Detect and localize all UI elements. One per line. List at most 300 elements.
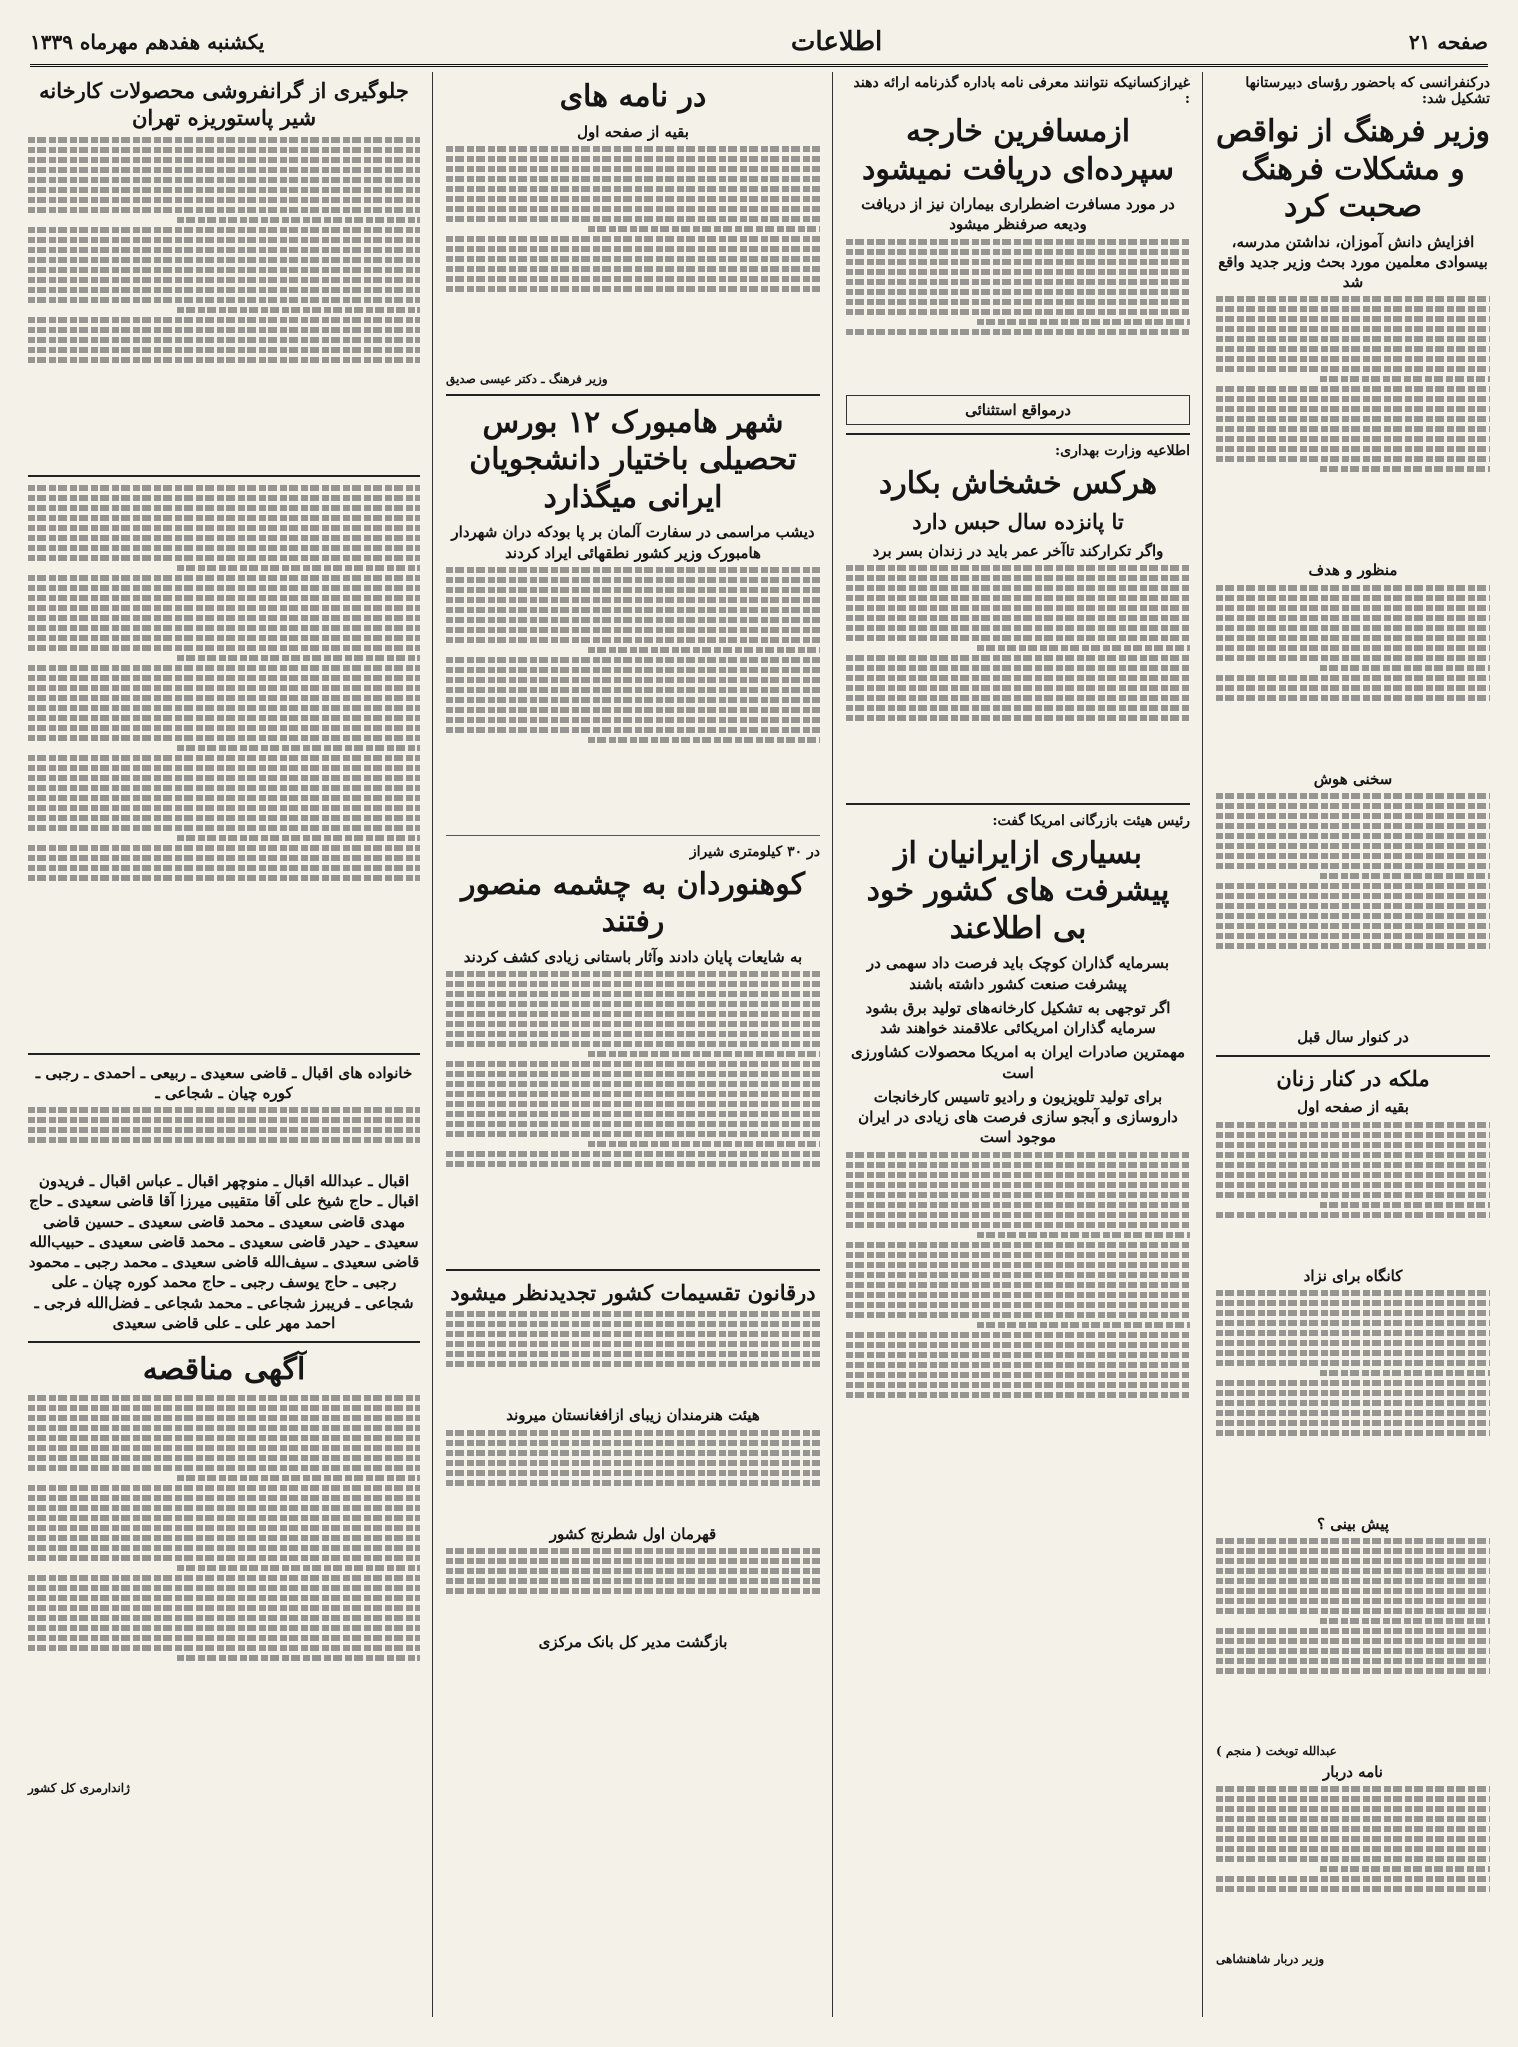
text-line bbox=[846, 1362, 1190, 1368]
text-line bbox=[846, 269, 1190, 275]
text-line bbox=[1216, 356, 1490, 362]
text-line bbox=[28, 1625, 420, 1631]
col2-bullet-4: برای تولید تلویزیون و رادیو تاسیس کارخانجات داروسازی و آبجو سازی فرصت های زیادی در ایران موجود است bbox=[858, 1087, 1178, 1147]
text-line bbox=[1216, 883, 1490, 889]
text-line bbox=[1216, 1608, 1490, 1614]
text-line bbox=[446, 216, 820, 222]
text-line bbox=[1216, 1856, 1490, 1862]
text-line bbox=[1320, 1370, 1490, 1376]
text-line bbox=[1216, 1826, 1490, 1832]
text-line bbox=[1216, 1588, 1490, 1594]
text-line bbox=[446, 1588, 820, 1594]
divider bbox=[446, 394, 820, 396]
text-line bbox=[1216, 1122, 1490, 1128]
text-line bbox=[1216, 1132, 1490, 1138]
text-line bbox=[446, 587, 820, 593]
col3-headline-3: هیئت هنرمندان زیبای ازافغانستان میروند bbox=[506, 1406, 760, 1425]
text-line bbox=[28, 1545, 420, 1551]
text-line bbox=[1216, 645, 1490, 651]
text-line bbox=[1216, 1400, 1490, 1406]
text-line bbox=[1216, 366, 1490, 372]
text-line bbox=[1216, 833, 1490, 839]
text-line bbox=[28, 575, 420, 581]
text-line bbox=[28, 1595, 420, 1601]
text-line bbox=[28, 187, 420, 193]
text-line bbox=[1216, 685, 1490, 691]
text-line bbox=[28, 765, 420, 771]
text-line bbox=[446, 156, 820, 162]
col1-subhead-3: سخنی هوش bbox=[1313, 769, 1393, 788]
text-line bbox=[1216, 416, 1490, 422]
text-line bbox=[846, 1342, 1190, 1348]
text-line bbox=[28, 317, 420, 323]
text-line bbox=[28, 1465, 420, 1471]
text-line bbox=[1216, 446, 1490, 452]
text-line bbox=[446, 1311, 820, 1317]
text-line bbox=[588, 1051, 820, 1057]
text-line bbox=[28, 1107, 420, 1113]
text-line bbox=[28, 1455, 420, 1461]
text-line bbox=[446, 717, 820, 723]
text-line bbox=[28, 715, 420, 721]
text-line bbox=[846, 1382, 1190, 1388]
text-line bbox=[1216, 1876, 1490, 1882]
text-line bbox=[28, 197, 420, 203]
col1-signature-2: وزیر دربار شاهنشاهی bbox=[1216, 1952, 1325, 1967]
col2-body-3 bbox=[846, 1152, 1190, 1512]
text-line bbox=[28, 297, 420, 303]
text-line bbox=[28, 1415, 420, 1421]
text-line bbox=[28, 805, 420, 811]
col3-kicker-2: درقانون تقسیمات کشور تجدیدنظر میشود bbox=[450, 1280, 816, 1305]
text-line bbox=[846, 1292, 1190, 1298]
col2-bullet-3: مهمترین صادرات ایران به امریکا محصولات کشاورزی است bbox=[850, 1043, 1186, 1082]
col3-headline-2: کوهنوردان به چشمه منصور رفتند bbox=[461, 866, 805, 940]
divider bbox=[446, 835, 820, 836]
text-line bbox=[1320, 466, 1490, 472]
text-line bbox=[446, 1341, 820, 1347]
text-line bbox=[28, 685, 420, 691]
text-line bbox=[1216, 296, 1490, 302]
text-line bbox=[1216, 605, 1490, 611]
text-line bbox=[28, 845, 420, 851]
text-line bbox=[446, 1101, 820, 1107]
text-line bbox=[446, 1111, 820, 1117]
col1-body-2 bbox=[1216, 585, 1490, 765]
col3-title: در نامه های bbox=[559, 79, 707, 114]
col3-body-4 bbox=[446, 1311, 820, 1401]
text-line bbox=[846, 1162, 1190, 1168]
col1-subhead-5: بقیه از صفحه اول bbox=[1297, 1098, 1409, 1117]
text-line bbox=[1216, 585, 1490, 591]
text-line bbox=[28, 725, 420, 731]
text-line bbox=[28, 525, 420, 531]
text-line bbox=[446, 1021, 820, 1027]
text-line bbox=[1216, 1410, 1490, 1416]
text-line bbox=[28, 1585, 420, 1591]
text-line bbox=[446, 1091, 820, 1097]
text-line bbox=[446, 1081, 820, 1087]
divider bbox=[846, 433, 1190, 435]
text-line bbox=[846, 1222, 1190, 1228]
text-line bbox=[28, 855, 420, 861]
text-line bbox=[1216, 823, 1490, 829]
text-line bbox=[1216, 803, 1490, 809]
text-line bbox=[177, 1475, 420, 1481]
text-line bbox=[846, 595, 1190, 601]
text-line bbox=[28, 865, 420, 871]
col3-body-6 bbox=[446, 1548, 820, 1628]
text-line bbox=[846, 1372, 1190, 1378]
text-line bbox=[846, 635, 1190, 641]
text-line bbox=[977, 319, 1190, 325]
text-line bbox=[846, 1212, 1190, 1218]
text-line bbox=[446, 657, 820, 663]
text-line bbox=[1216, 1558, 1490, 1564]
divider bbox=[28, 475, 420, 477]
text-line bbox=[28, 1515, 420, 1521]
text-line bbox=[1216, 863, 1490, 869]
text-line bbox=[846, 575, 1190, 581]
text-line bbox=[846, 1392, 1190, 1398]
col3-body-2 bbox=[446, 567, 820, 827]
text-line bbox=[1216, 1192, 1490, 1198]
text-line bbox=[1320, 873, 1490, 879]
text-line bbox=[1216, 1300, 1490, 1306]
text-line bbox=[28, 825, 420, 831]
text-line bbox=[446, 1161, 820, 1167]
text-line bbox=[846, 665, 1190, 671]
col2-kicker-2: اطلاعیه وزارت بهداری: bbox=[1054, 442, 1190, 459]
text-line bbox=[846, 715, 1190, 721]
text-line bbox=[977, 645, 1190, 651]
col1-subhead-6: کانگاه برای نزاد bbox=[1303, 1266, 1403, 1285]
text-line bbox=[1216, 1816, 1490, 1822]
text-line bbox=[28, 1535, 420, 1541]
text-line bbox=[446, 687, 820, 693]
text-line bbox=[1216, 1420, 1490, 1426]
text-line bbox=[1216, 326, 1490, 332]
text-line bbox=[1216, 1886, 1490, 1892]
text-line bbox=[446, 697, 820, 703]
text-line bbox=[28, 1635, 420, 1641]
col3-kicker: در ۳۰ کیلومتری شیراز bbox=[689, 843, 820, 860]
text-line bbox=[1216, 1172, 1490, 1178]
text-line bbox=[1216, 336, 1490, 342]
text-line bbox=[28, 327, 420, 333]
divider bbox=[28, 1341, 420, 1343]
col1-subhead-8: نامه دربار bbox=[1323, 1763, 1383, 1782]
text-line bbox=[1216, 853, 1490, 859]
text-line bbox=[1216, 1162, 1490, 1168]
text-line bbox=[446, 617, 820, 623]
text-line bbox=[1320, 1618, 1490, 1624]
text-line bbox=[1216, 903, 1490, 909]
text-line bbox=[1216, 1628, 1490, 1634]
text-line bbox=[1320, 376, 1490, 382]
text-line bbox=[28, 147, 420, 153]
text-line bbox=[28, 595, 420, 601]
text-line bbox=[28, 287, 420, 293]
text-line bbox=[446, 567, 820, 573]
text-line bbox=[1216, 1212, 1490, 1218]
text-line bbox=[846, 1202, 1190, 1208]
text-line bbox=[28, 1117, 420, 1123]
col3-sub: بقیه از صفحه اول bbox=[577, 122, 689, 141]
text-line bbox=[28, 357, 420, 363]
text-line bbox=[846, 259, 1190, 265]
text-line bbox=[28, 257, 420, 263]
text-line bbox=[1216, 1548, 1490, 1554]
text-line bbox=[28, 675, 420, 681]
text-line bbox=[446, 196, 820, 202]
col1-subhead-1: افزایش دانش آموزان، نداشتن مدرسه، بیسوادی معلمین مورد بحث وزیر جدید واقع شد bbox=[1218, 232, 1488, 291]
text-line bbox=[446, 1460, 820, 1466]
text-line bbox=[1216, 1430, 1490, 1436]
text-line bbox=[1216, 406, 1490, 412]
text-line bbox=[1216, 1806, 1490, 1812]
text-line bbox=[446, 1351, 820, 1357]
text-line bbox=[1216, 1360, 1490, 1366]
text-line bbox=[446, 176, 820, 182]
text-line bbox=[1216, 813, 1490, 819]
col2-headline-2: هرکس خشخاش بکارد bbox=[878, 465, 1158, 501]
col3-kicker-3: بازگشت مدیر کل بانک مرکزی bbox=[538, 1632, 728, 1651]
text-line bbox=[1216, 1390, 1490, 1396]
text-line bbox=[1216, 316, 1490, 322]
text-line bbox=[1216, 1598, 1490, 1604]
text-line bbox=[28, 1127, 420, 1133]
text-line bbox=[977, 1232, 1190, 1238]
text-line bbox=[977, 1322, 1190, 1328]
text-line bbox=[846, 1242, 1190, 1248]
col1-headline: وزیر فرهنگ از نواقص و مشکلات فرهنگ صحبت کرد bbox=[1216, 114, 1490, 224]
col2-headline: ازمسافرین خارجه سپرده‌ای دریافت نمیشود bbox=[861, 114, 1175, 187]
text-line bbox=[28, 337, 420, 343]
text-line bbox=[1216, 426, 1490, 432]
col4-condolence-head: خانواده های اقبال ـ قاضی سعیدی ـ ربیعی ـ احمدی ـ رجبی ـ کوره چیان ـ شجاعی ـ bbox=[35, 1063, 413, 1102]
text-line bbox=[846, 655, 1190, 661]
text-line bbox=[177, 1565, 420, 1571]
text-line bbox=[177, 835, 420, 841]
text-line bbox=[28, 157, 420, 163]
text-line bbox=[846, 1352, 1190, 1358]
text-line bbox=[1320, 665, 1490, 671]
text-line bbox=[1320, 1202, 1490, 1208]
text-line bbox=[28, 1645, 420, 1651]
text-line bbox=[446, 1041, 820, 1047]
text-line bbox=[1216, 1578, 1490, 1584]
text-line bbox=[28, 207, 420, 213]
text-line bbox=[177, 745, 420, 751]
text-line bbox=[28, 237, 420, 243]
text-line bbox=[446, 577, 820, 583]
text-line bbox=[28, 1555, 420, 1561]
text-line bbox=[446, 146, 820, 152]
col3-signature: وزیر فرهنگ ـ دکتر عیسی صدیق bbox=[446, 371, 608, 386]
text-line bbox=[446, 206, 820, 212]
text-line bbox=[1216, 386, 1490, 392]
text-line bbox=[446, 667, 820, 673]
text-line bbox=[28, 1425, 420, 1431]
text-line bbox=[1216, 1786, 1490, 1792]
text-line bbox=[28, 277, 420, 283]
text-line bbox=[1216, 695, 1490, 701]
col4-ad-body bbox=[28, 1395, 420, 1775]
column-center-right bbox=[838, 72, 1198, 2017]
text-line bbox=[446, 991, 820, 997]
text-line bbox=[1216, 933, 1490, 939]
text-line bbox=[446, 1578, 820, 1584]
text-line bbox=[846, 1302, 1190, 1308]
text-line bbox=[446, 1430, 820, 1436]
text-line bbox=[846, 705, 1190, 711]
text-line bbox=[1216, 625, 1490, 631]
text-line bbox=[846, 585, 1190, 591]
text-line bbox=[28, 755, 420, 761]
text-line bbox=[1216, 793, 1490, 799]
text-line bbox=[446, 1558, 820, 1564]
text-line bbox=[1216, 1846, 1490, 1852]
col4-ad-footer: ژاندارمری کل کشور bbox=[28, 1780, 130, 1795]
text-line bbox=[446, 1121, 820, 1127]
text-line bbox=[1216, 1658, 1490, 1664]
text-line bbox=[177, 655, 420, 661]
text-line bbox=[28, 495, 420, 501]
text-line bbox=[846, 289, 1190, 295]
col4-headline: جلوگیری از گرانفروشی محصولات کارخانه شیر پاستوریزه تهران bbox=[39, 78, 409, 131]
text-line bbox=[446, 1470, 820, 1476]
text-line bbox=[446, 286, 820, 292]
text-line bbox=[28, 815, 420, 821]
text-line bbox=[28, 1435, 420, 1441]
text-line bbox=[446, 637, 820, 643]
text-line bbox=[1216, 1310, 1490, 1316]
text-line bbox=[1216, 1340, 1490, 1346]
col1-body-5 bbox=[1216, 1290, 1490, 1510]
text-line bbox=[28, 267, 420, 273]
text-line bbox=[1216, 1538, 1490, 1544]
text-line bbox=[446, 1001, 820, 1007]
text-line bbox=[1216, 1182, 1490, 1188]
text-line bbox=[446, 727, 820, 733]
text-line bbox=[588, 647, 820, 653]
text-line bbox=[446, 707, 820, 713]
text-line bbox=[846, 605, 1190, 611]
text-line bbox=[1216, 1152, 1490, 1158]
text-line bbox=[846, 239, 1190, 245]
text-line bbox=[28, 705, 420, 711]
text-line bbox=[28, 615, 420, 621]
text-line bbox=[28, 775, 420, 781]
col2-boxhead: درمواقع استثنائی bbox=[846, 395, 1190, 425]
text-line bbox=[846, 299, 1190, 305]
column-center-left bbox=[438, 72, 828, 2017]
col2-bullet-2: اگر توجهی به تشکیل کارخانه‌های تولید برق بشود سرمایه گذاران امریکائی علاقمند خواهند شد bbox=[865, 998, 1171, 1038]
text-line bbox=[446, 266, 820, 272]
text-line bbox=[1216, 913, 1490, 919]
col4-ad-title: آگهی مناقصه bbox=[142, 1352, 306, 1388]
text-line bbox=[28, 177, 420, 183]
column-rule bbox=[1202, 72, 1203, 2017]
text-line bbox=[588, 737, 820, 743]
text-line bbox=[446, 1131, 820, 1137]
text-line bbox=[846, 1172, 1190, 1178]
text-line bbox=[446, 607, 820, 613]
text-line bbox=[28, 785, 420, 791]
text-line bbox=[446, 1450, 820, 1456]
paper-name: اطلاعات bbox=[790, 27, 883, 57]
text-line bbox=[177, 307, 420, 313]
text-line bbox=[28, 1505, 420, 1511]
text-line bbox=[846, 1182, 1190, 1188]
text-line bbox=[28, 605, 420, 611]
col3-headline-4: قهرمان اول شطرنج کشور bbox=[549, 1524, 717, 1543]
text-line bbox=[1216, 1836, 1490, 1842]
text-line bbox=[28, 505, 420, 511]
col4-condolence-names: اقبال ـ عبدالله اقبال ـ منوچهر اقبال ـ عباس اقبال ـ فریدون اقبال ـ حاج شیخ علی آقا متقیبی میرزا آقا قاضی سعیدی ـ حاج مهدی قاضی سعیدی ـ محمد قاضی سعیدی ـ حسین قاضی سعیدی ـ حیدر قاضی سعیدی ـ محمد قاضی سعیدی ـ حبیب‌الله قاضی سعیدی ـ سیف‌الله قاضی سعیدی ـ محمد رجبی ـ محمود رجبی ـ حاج یوسف رجبی ـ حاج محمد کوره چیان ـ علی شجاعی ـ فریبرز شجاعی ـ محمد شجاعی ـ فضل‌الله فرجی ـ احمد مهر علی ـ علی قاضی سعیدی bbox=[28, 1172, 420, 1332]
page-number: صفحه ۲۱ bbox=[1408, 30, 1488, 54]
text-line bbox=[446, 627, 820, 633]
col2-kicker-3: رئیس هیئت بازرگانی امریکا گفت: bbox=[992, 812, 1190, 829]
col2-body bbox=[846, 239, 1190, 389]
text-line bbox=[28, 485, 420, 491]
col3-body-5 bbox=[446, 1430, 820, 1520]
text-line bbox=[846, 685, 1190, 691]
text-line bbox=[846, 625, 1190, 631]
divider bbox=[846, 803, 1190, 805]
text-line bbox=[177, 217, 420, 223]
text-line bbox=[1216, 346, 1490, 352]
text-line bbox=[846, 1152, 1190, 1158]
text-line bbox=[588, 226, 820, 232]
text-line bbox=[1216, 1290, 1490, 1296]
text-line bbox=[446, 1331, 820, 1337]
text-line bbox=[846, 249, 1190, 255]
text-line bbox=[28, 1445, 420, 1451]
text-line bbox=[846, 1312, 1190, 1318]
text-line bbox=[846, 1282, 1190, 1288]
text-line bbox=[446, 1440, 820, 1446]
col2-kicker: غیرازکسانیکه نتوانند معرفی نامه باداره گذرنامه ارائه دهند : bbox=[853, 75, 1190, 107]
divider bbox=[28, 1053, 420, 1055]
text-line bbox=[28, 795, 420, 801]
col3-sub-2: دیشب مراسمی در سفارت آلمان بر پا بودکه دران شهردار هامبورک وزیر کشور نطقهائی ایراد کردند bbox=[451, 523, 815, 562]
text-line bbox=[1216, 396, 1490, 402]
text-line bbox=[446, 971, 820, 977]
text-line bbox=[28, 545, 420, 551]
text-line bbox=[846, 1262, 1190, 1268]
text-line bbox=[1216, 635, 1490, 641]
text-line bbox=[28, 1605, 420, 1611]
col1-body bbox=[1216, 296, 1490, 556]
col1-body-3 bbox=[1216, 793, 1490, 1023]
text-line bbox=[28, 695, 420, 701]
text-line bbox=[28, 665, 420, 671]
text-line bbox=[846, 1252, 1190, 1258]
text-line bbox=[446, 1548, 820, 1554]
text-line bbox=[1216, 1638, 1490, 1644]
text-line bbox=[446, 1321, 820, 1327]
column-left bbox=[20, 72, 428, 2017]
text-line bbox=[446, 236, 820, 242]
text-line bbox=[1216, 675, 1490, 681]
col1-body-6 bbox=[1216, 1538, 1490, 1738]
text-line bbox=[846, 279, 1190, 285]
text-line bbox=[446, 166, 820, 172]
text-line bbox=[446, 246, 820, 252]
text-line bbox=[846, 675, 1190, 681]
